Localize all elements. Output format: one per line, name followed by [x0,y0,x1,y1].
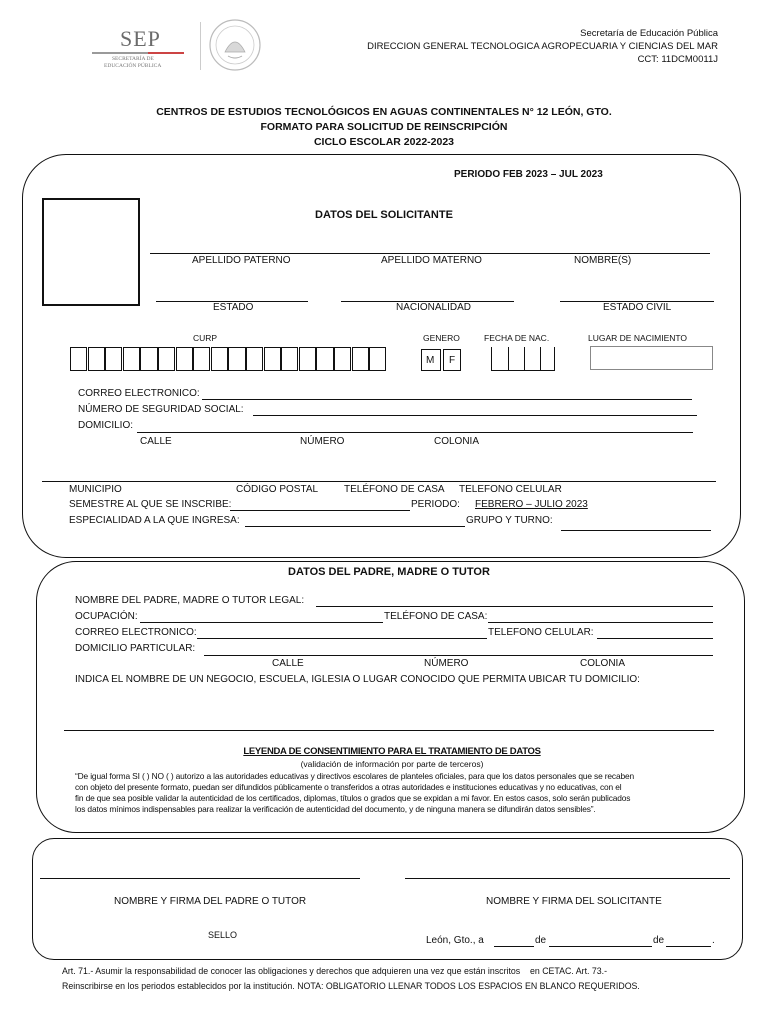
periodo-value: FEBRERO – JULIO 2023 [475,499,588,510]
tutor-ocupacion-field[interactable] [140,622,383,623]
legend-line-2: con objeto del presente formato, puedan ser difundidos públicamente o transferidos a otras autoridades e instituciones educativas y no educativas, con el [75,782,622,792]
photo-box[interactable] [42,198,140,306]
tel-casa-label: TELÉFONO DE CASA [344,484,445,495]
especialidad-label: ESPECIALIDAD A LA QUE INGRESA: [69,515,240,526]
de2-label: de [653,935,665,946]
cp-label: CÓDIGO POSTAL [236,484,319,495]
tel-cel-label: TELEFONO CELULAR [459,484,562,495]
tutor-heading: DATOS DEL PADRE, MADRE O TUTOR [288,566,490,578]
header-right-line2: DIRECCION GENERAL TECNOLOGICA AGROPECUARIA Y CIENCIAS DEL MAR [367,41,718,52]
curp-cell[interactable] [105,347,122,371]
curp-cell[interactable] [70,347,87,371]
apellido-materno-label: APELLIDO MATERNO [381,255,482,266]
curp-field[interactable] [70,347,392,371]
curp-cell[interactable] [264,347,281,371]
estado-label: ESTADO [213,302,254,313]
curp-cell[interactable] [140,347,157,371]
periodo-label: PERIODO FEB 2023 – JUL 2023 [454,169,603,180]
firma-solicitante-field[interactable] [405,878,730,879]
semestre-label: SEMESTRE AL QUE SE INSCRIBE: [69,499,232,510]
tutor-numero-label: NÚMERO [424,658,469,669]
tutor-tel-casa-field[interactable] [488,622,713,623]
numero-label: NÚMERO [300,436,345,447]
grupo-field[interactable] [561,530,711,531]
tutor-correo-field[interactable] [197,638,487,639]
firma-padre-label: NOMBRE Y FIRMA DEL PADRE O TUTOR [114,896,307,907]
national-seal-icon [208,18,262,72]
tutor-correo-label: CORREO ELECTRONICO: [75,627,197,638]
tutor-referencia-field[interactable] [64,730,714,731]
curp-cell[interactable] [193,347,210,371]
genero-label: GENERO [423,333,460,343]
tutor-ocupacion-label: OCUPACIÓN: [75,611,138,622]
legend-subtitle: (validación de información por parte de terceros) [300,759,484,769]
curp-cell[interactable] [228,347,245,371]
fecha-divider [508,347,509,371]
anio-field[interactable] [666,946,711,947]
tutor-indica-label: INDICA EL NOMBRE DE UN NEGOCIO, ESCUELA, IGLESIA O LUGAR CONOCIDO QUE PERMITA UBICAR TU DOMICILIO: [75,674,640,685]
nombres-label: NOMBRE(S) [574,255,632,266]
footer-line1: Art. 71.- Asumir la responsabilidad de conocer las obligaciones y derechos que adquieren una vez que están inscritos en CETAC. Art. 73.- [62,966,608,976]
grupo-label: GRUPO Y TURNO: [466,515,553,526]
curp-cell[interactable] [369,347,386,371]
legend-line-3: fin de que sea posible validar la autenticidad de los certificados, diplomas, títulos o grados que se expidan a mi favor. En estos casos, solo serán publicados [75,793,631,803]
tutor-tel-casa-label: TELÉFONO DE CASA: [384,611,488,622]
curp-cell[interactable] [281,347,298,371]
leon-label: León, Gto., a [426,935,484,946]
lugar-nac-label: LUGAR DE NACIMIENTO [588,333,688,343]
periodo-field-label: PERIODO: [411,499,460,510]
nacionalidad-label: NACIONALIDAD [396,302,472,313]
estado-civil-label: ESTADO CIVIL [603,302,672,313]
fecha-nac-field[interactable] [491,347,555,371]
title-line3: CICLO ESCOLAR 2022-2023 [313,136,455,148]
curp-cell[interactable] [352,347,369,371]
calle-label: CALLE [140,436,172,447]
footer-line2: Reinscribirse en los periodos establecidos por la institución. NOTA: OBLIGATORIO LLENAR TODOS LOS ESPACIOS EN BLANCO REQUERIDOS. [62,981,640,991]
sello-label: SELLO [208,930,238,940]
municipio-row-field[interactable] [42,481,716,482]
fecha-divider [540,347,541,371]
tutor-domicilio-field[interactable] [204,655,713,656]
correo-label: CORREO ELECTRONICO: [78,388,200,399]
curp-cell[interactable] [316,347,333,371]
firma-padre-field[interactable] [40,878,360,879]
tutor-tel-cel-field[interactable] [597,638,713,639]
curp-cell[interactable] [299,347,316,371]
sep-logo-text: SEP [120,26,161,51]
curp-cell[interactable] [123,347,140,371]
sep-logo [88,26,188,72]
legend-line-1: “De igual forma SI ( ) NO ( ) autorizo a las autoridades educativas y directivos escolares de planteles oficiales, para que los datos personales que se recaben [75,771,634,781]
mes-field[interactable] [549,946,652,947]
colonia-label: COLONIA [434,436,480,447]
curp-cell[interactable] [246,347,263,371]
de1-label: de [535,935,547,946]
nss-field[interactable] [253,415,697,416]
header-right-line3: CCT: 11DCM0011J [637,54,718,65]
especialidad-field[interactable] [245,526,465,527]
genero-m-label: M [426,355,435,366]
municipio-label: MUNICIPIO [69,484,122,495]
solicitante-heading: DATOS DEL SOLICITANTE [315,209,453,221]
logo-rule-accent [148,52,184,54]
tutor-calle-label: CALLE [272,658,304,669]
nombre-completo-field[interactable] [150,253,710,254]
title-line2: FORMATO PARA SOLICITUD DE REINSCRIPCIÓN [260,121,508,133]
semestre-field[interactable] [230,510,410,511]
tutor-domicilio-label: DOMICILIO PARTICULAR: [75,643,196,654]
logo-divider [200,22,201,70]
curp-cell[interactable] [176,347,193,371]
fecha-divider [524,347,525,371]
dia-field[interactable] [494,946,534,947]
domicilio-label: DOMICILIO: [78,420,134,431]
correo-field[interactable] [202,399,692,400]
legend-line-4: los datos mínimos indispensables para realizar la verificación de autenticidad del documento, y de ninguna manera se difundirán datos sensibles”. [75,804,596,814]
tutor-tel-cel-label: TELEFONO CELULAR: [488,627,594,638]
sep-logo-sub1: SECRETARÍA DE [112,56,154,62]
sep-logo-sub2: EDUCACIÓN PÚBLICA [104,63,162,69]
title-line1: CENTROS DE ESTUDIOS TECNOLÓGICOS EN AGUAS CONTINENTALES N° 12 LEÓN, GTO. [156,106,612,118]
curp-cell[interactable] [158,347,175,371]
nss-label: NÚMERO DE SEGURIDAD SOCIAL: [78,404,244,415]
fecha-nac-label: FECHA DE NAC. [484,333,550,343]
fecha-end: . [712,935,715,946]
tutor-nombre-field[interactable] [316,606,713,607]
apellido-paterno-label: APELLIDO PATERNO [192,255,291,266]
lugar-nac-field[interactable] [590,346,713,370]
curp-cell[interactable] [211,347,228,371]
domicilio-field[interactable] [137,432,693,433]
firma-solicitante-label: NOMBRE Y FIRMA DEL SOLICITANTE [486,896,662,907]
curp-cell[interactable] [334,347,351,371]
genero-f-label: F [449,355,456,366]
header-right-line1: Secretaría de Educación Pública [580,28,718,39]
tutor-colonia-label: COLONIA [580,658,626,669]
curp-label: CURP [193,333,218,343]
curp-cell[interactable] [88,347,105,371]
tutor-nombre-label: NOMBRE DEL PADRE, MADRE O TUTOR LEGAL: [75,595,305,606]
legend-title: LEYENDA DE CONSENTIMIENTO PARA EL TRATAMIENTO DE DATOS [243,746,541,757]
